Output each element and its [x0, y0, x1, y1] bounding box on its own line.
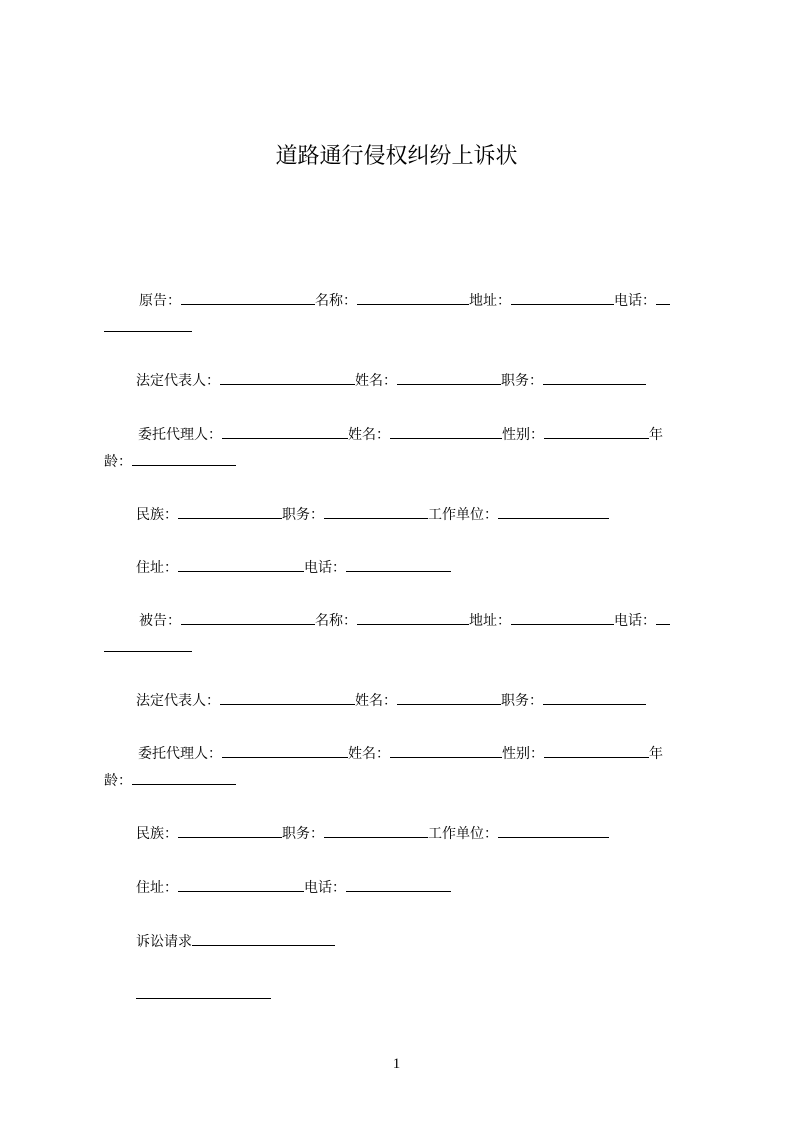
agent-blank[interactable]	[222, 740, 348, 758]
name-label: 姓名：	[348, 427, 390, 443]
name-label: 姓名：	[355, 373, 397, 389]
work-unit-blank[interactable]	[498, 501, 609, 519]
name-blank[interactable]	[390, 740, 502, 758]
legal-rep-label: 法定代表人：	[136, 693, 220, 709]
gender-label: 性别：	[502, 427, 544, 443]
gender-label: 性别：	[502, 746, 544, 762]
name-blank[interactable]	[390, 421, 502, 439]
plaintiff-blank[interactable]	[181, 287, 315, 305]
legal-rep-blank[interactable]	[220, 687, 355, 705]
residence-label: 住址：	[136, 880, 178, 896]
plaintiff-legal-rep-line	[104, 367, 704, 395]
age-label-part1: 年	[649, 746, 663, 762]
address-label: 地址：	[469, 613, 511, 629]
defendant-label: 被告：	[139, 613, 181, 629]
ethnicity-label: 民族：	[136, 826, 178, 842]
name-org-blank[interactable]	[357, 607, 469, 625]
legal-rep-label: 法定代表人：	[136, 373, 220, 389]
position-blank[interactable]	[543, 367, 646, 385]
document-title: 道路通行侵权纠纷上诉状	[275, 144, 518, 169]
agent-label: 委托代理人：	[138, 427, 222, 443]
position-blank[interactable]	[324, 820, 428, 838]
phone-label: 电话：	[304, 560, 346, 576]
position-label: 职务：	[501, 693, 543, 709]
gender-blank[interactable]	[544, 740, 649, 758]
claims-line-2	[104, 981, 704, 1009]
address-label: 地址：	[469, 293, 511, 309]
plaintiff-ethnicity-line	[104, 501, 704, 529]
work-unit-label: 工作单位：	[428, 826, 498, 842]
agent-label: 委托代理人：	[138, 746, 222, 762]
name-label: 姓名：	[355, 693, 397, 709]
defendant-ethnicity-line	[104, 820, 704, 848]
name-org-label: 名称：	[315, 613, 357, 629]
claims-blank[interactable]	[192, 928, 335, 946]
age-label-part1: 年	[649, 427, 663, 443]
defendant-agent-line-cont	[104, 767, 704, 795]
ethnicity-blank[interactable]	[178, 501, 282, 519]
name-blank[interactable]	[397, 687, 501, 705]
ethnicity-label: 民族：	[136, 507, 178, 523]
legal-rep-blank[interactable]	[220, 367, 355, 385]
defendant-legal-rep-line	[104, 687, 704, 715]
claims-line	[104, 928, 704, 956]
claims-label: 诉讼请求	[136, 934, 192, 950]
name-org-label: 名称：	[315, 293, 357, 309]
address-blank[interactable]	[511, 287, 614, 305]
page-number: 1	[392, 1056, 401, 1072]
name-blank[interactable]	[397, 367, 501, 385]
age-blank[interactable]	[132, 767, 236, 785]
name-label: 姓名：	[348, 746, 390, 762]
name-org-blank[interactable]	[357, 287, 469, 305]
residence-blank[interactable]	[178, 874, 304, 892]
phone-blank[interactable]	[346, 874, 451, 892]
age-label-part2: 龄：	[104, 773, 132, 789]
phone-blank-cont[interactable]	[104, 314, 192, 332]
position-label: 职务：	[501, 373, 543, 389]
residence-label: 住址：	[136, 560, 178, 576]
address-blank[interactable]	[511, 607, 614, 625]
plaintiff-line	[104, 287, 704, 315]
position-label: 职务：	[282, 826, 324, 842]
age-label-part2: 龄：	[104, 454, 132, 470]
gender-blank[interactable]	[544, 421, 649, 439]
position-blank[interactable]	[324, 501, 428, 519]
phone-label: 电话：	[304, 880, 346, 896]
defendant-agent-line	[104, 740, 704, 768]
defendant-residence-line	[104, 874, 704, 902]
agent-blank[interactable]	[222, 421, 348, 439]
phone-label: 电话：	[614, 293, 656, 309]
age-blank[interactable]	[132, 448, 236, 466]
work-unit-blank[interactable]	[498, 820, 609, 838]
defendant-line	[104, 607, 704, 635]
phone-blank[interactable]	[656, 287, 670, 305]
plaintiff-agent-line	[104, 421, 704, 449]
plaintiff-line-cont	[104, 314, 704, 342]
ethnicity-blank[interactable]	[178, 820, 282, 838]
phone-label: 电话：	[614, 613, 656, 629]
residence-blank[interactable]	[178, 554, 304, 572]
phone-blank-cont[interactable]	[104, 634, 192, 652]
phone-blank[interactable]	[346, 554, 451, 572]
defendant-blank[interactable]	[181, 607, 315, 625]
claims-blank-2[interactable]	[136, 981, 271, 999]
position-blank[interactable]	[543, 687, 646, 705]
defendant-line-cont	[104, 634, 704, 662]
position-label: 职务：	[282, 507, 324, 523]
plaintiff-residence-line	[104, 554, 704, 582]
plaintiff-agent-line-cont	[104, 448, 704, 476]
phone-blank[interactable]	[656, 607, 670, 625]
plaintiff-label: 原告：	[139, 293, 181, 309]
work-unit-label: 工作单位：	[428, 507, 498, 523]
